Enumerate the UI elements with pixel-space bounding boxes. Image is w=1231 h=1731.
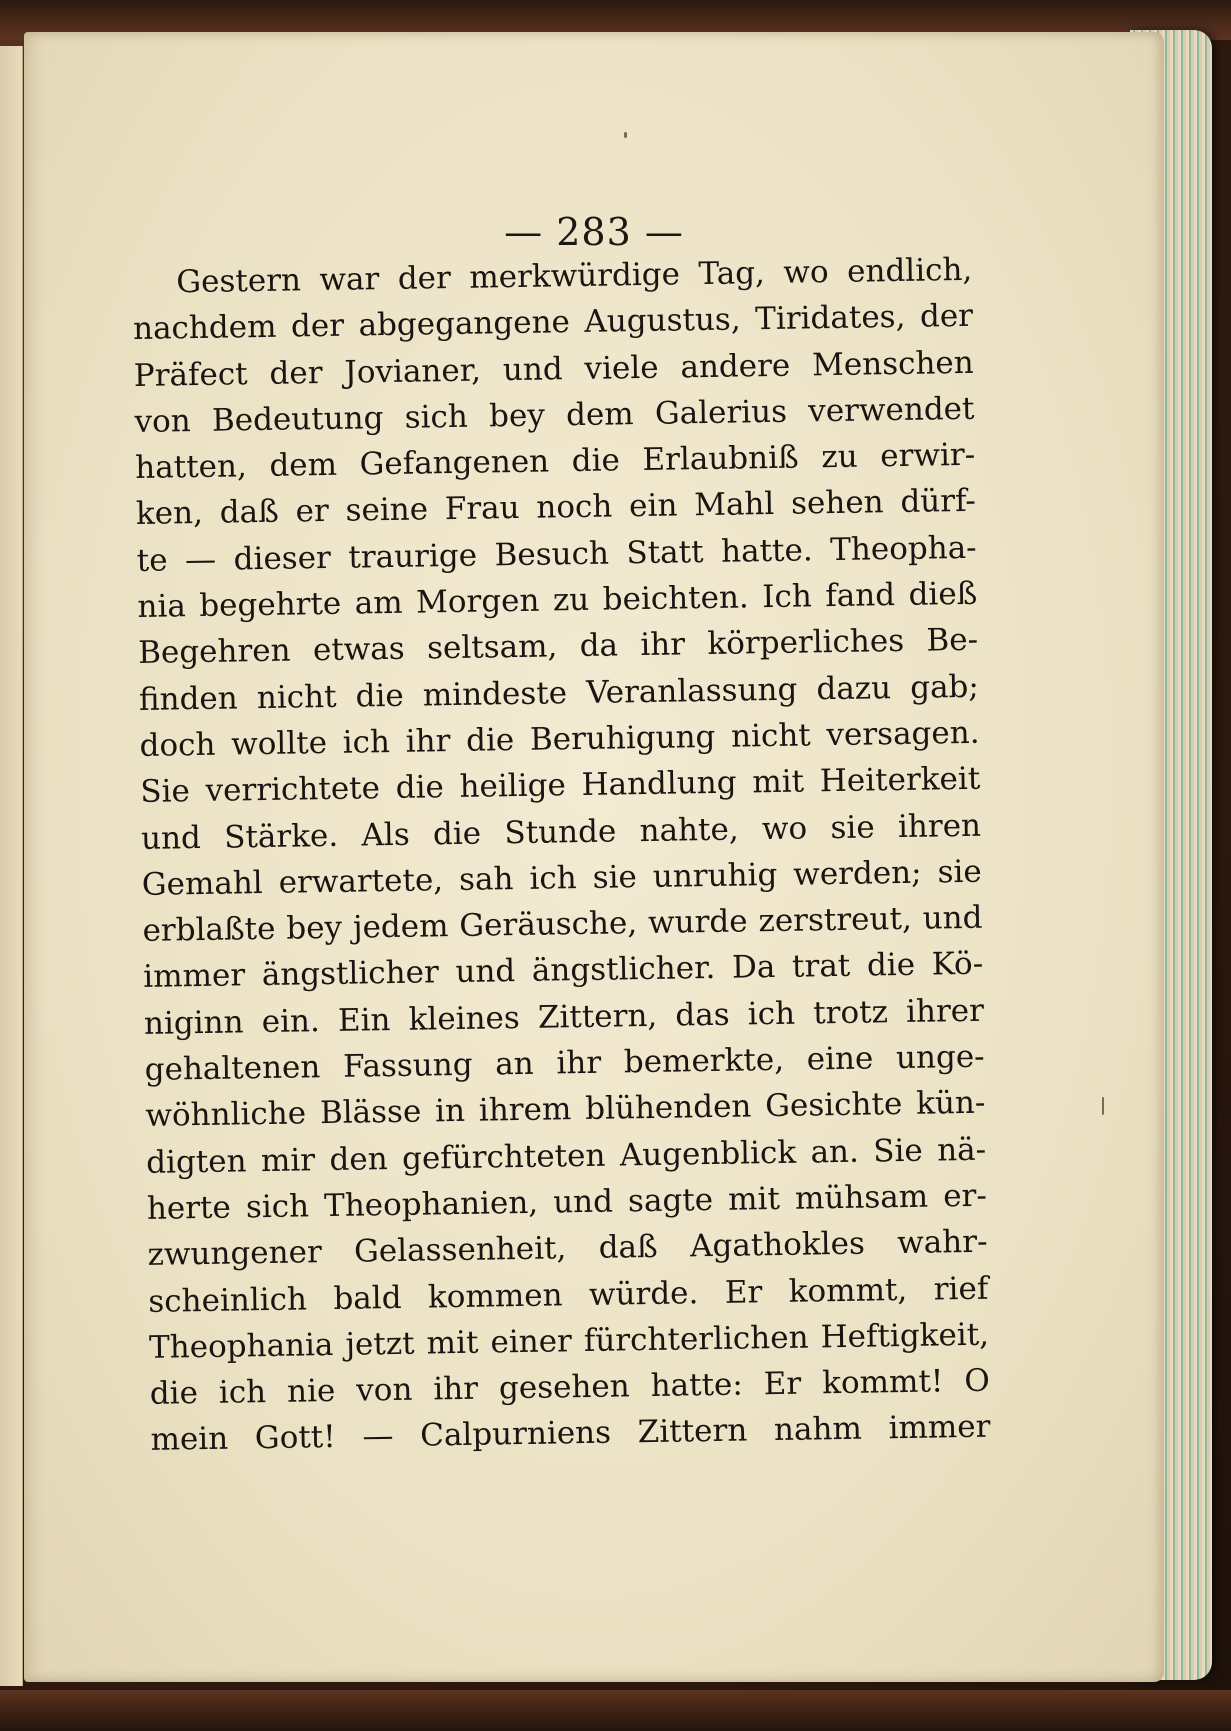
text-line: digten mir den gefürchteten Augenblick an. Sie nä- bbox=[145, 1131, 987, 1181]
text-line: te — dieser traurige Besuch Statt hatte. Theopha- bbox=[136, 529, 977, 579]
text-line: niginn ein. Ein kleines Zittern, das ich trotz ihrer bbox=[143, 992, 985, 1042]
text-line: ken, daß er seine Frau noch ein Mahl sehen dürf- bbox=[135, 483, 977, 533]
paper-speck bbox=[624, 132, 627, 138]
text-line: herte sich Theophanien, und sagte mit mühsam er- bbox=[146, 1177, 988, 1227]
page-number: — 283 — bbox=[504, 210, 684, 254]
text-line: Gemahl erwartete, sah ich sie unruhig werden; sie bbox=[141, 853, 982, 903]
text-line: Begehren etwas seltsam, da ihr körperliches Be- bbox=[137, 622, 979, 672]
text-line: immer ängstlicher und ängstlicher. Da trat die Kö- bbox=[142, 946, 984, 996]
text-line: zwungener Gelassenheit, daß Agathokles wahr- bbox=[147, 1223, 988, 1274]
text-line: scheinlich bald kommen würde. Er kommt, rief bbox=[148, 1270, 989, 1320]
text-line: Präfect der Jovianer, und viele andere Menschen bbox=[133, 344, 974, 394]
text-line: finden nicht die mindeste Veranlassung dazu gab; bbox=[138, 668, 980, 718]
text-line: und Stärke. Als die Stunde nahte, wo sie ihren bbox=[140, 807, 982, 857]
text-line: gehaltenen Fassung an ihr bemerkte, eine unge- bbox=[144, 1038, 985, 1088]
text-line: doch wollte ich ihr die Beruhigung nicht versagen. bbox=[139, 714, 980, 764]
text-line: nia begehrte am Morgen zu beichten. Ich fand dieß bbox=[137, 575, 978, 626]
text-line: die ich nie von ihr gesehen hatte: Er kommt! O bbox=[149, 1362, 990, 1412]
text-line: von Bedeutung sich bey dem Galerius verwendet bbox=[134, 390, 975, 440]
text-line: mein Gott! — Calpurniens Zittern nahm immer bbox=[150, 1409, 991, 1459]
text-line: nachdem der abgegangene Augustus, Tiridates, der bbox=[132, 298, 974, 348]
body-text bbox=[132, 247, 991, 1464]
text-line: Theophania jetzt mit einer fürchterlichen Heftigkeit, bbox=[148, 1316, 990, 1366]
text-line: Gestern war der merkwürdige Tag, wo endlich, bbox=[176, 251, 973, 301]
text-line: wöhnliche Blässe in ihrem blühenden Gesichte kün- bbox=[145, 1085, 986, 1135]
text-line: hatten, dem Gefangenen die Erlaubniß zu erwir- bbox=[134, 436, 976, 487]
text-line: Sie verrichtete die heilige Handlung mit Heiterkeit bbox=[140, 761, 981, 811]
paper-speck bbox=[1102, 1097, 1104, 1115]
previous-page-edge bbox=[0, 46, 23, 1686]
text-line: erblaßte bey jedem Geräusche, wurde zerstreut, und bbox=[142, 899, 983, 950]
book-page bbox=[24, 32, 1164, 1682]
book-cover-bottom-edge bbox=[0, 1690, 1231, 1731]
